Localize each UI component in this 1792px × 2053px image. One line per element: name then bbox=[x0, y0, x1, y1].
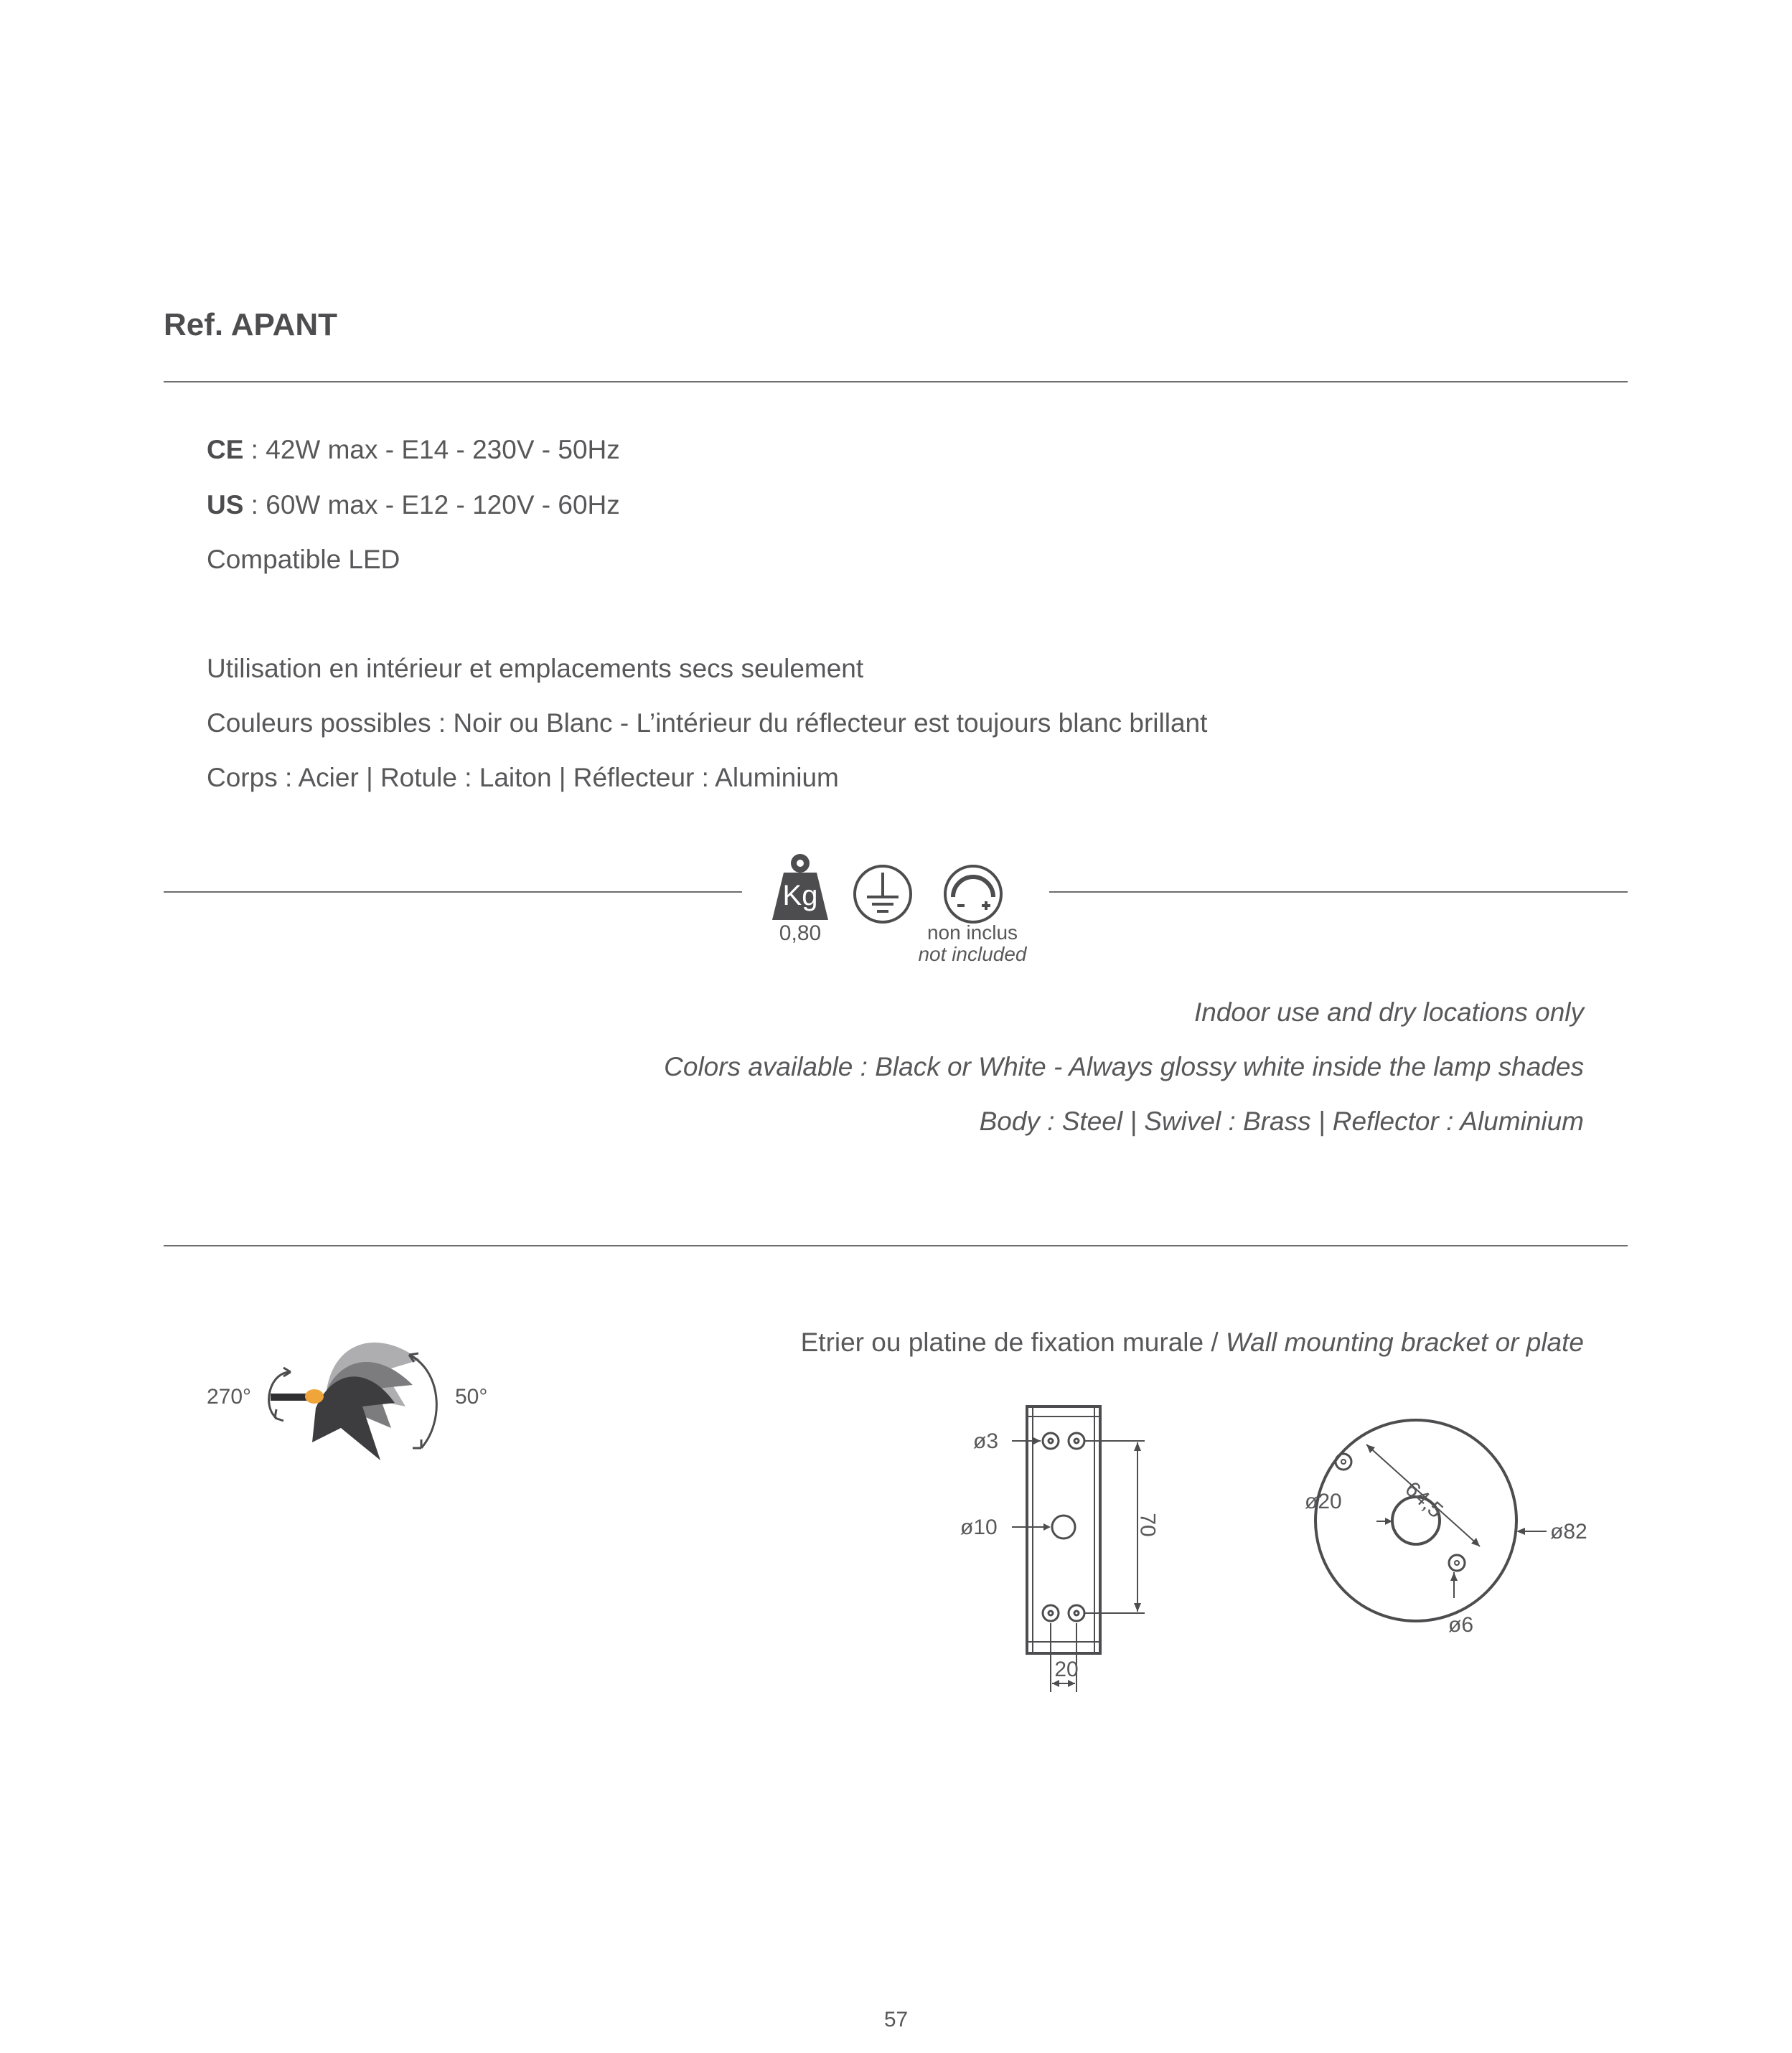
spec-ce-value: : 42W max - E14 - 230V - 50Hz bbox=[243, 435, 620, 464]
divider-top bbox=[164, 381, 1628, 382]
divider-icons-right bbox=[1049, 891, 1628, 893]
ground-icon bbox=[853, 864, 913, 924]
dimmer-note-en: not included bbox=[918, 943, 1027, 965]
rotation-vertical-label: 50° bbox=[455, 1385, 488, 1409]
page-number: 57 bbox=[883, 2008, 909, 2031]
spec-colors-fr-a: Couleurs possibles bbox=[207, 708, 438, 738]
plate-diameter-label: ø82 bbox=[1550, 1520, 1587, 1544]
spec-ce-label: CE bbox=[207, 435, 244, 464]
spec-usage-fr: Utilisation en intérieur et emplacements secs seulement bbox=[207, 654, 864, 683]
divider-icons-left bbox=[164, 891, 742, 893]
mounting-title bbox=[801, 1328, 1584, 1358]
bracket-hole-large-label: ø10 bbox=[960, 1516, 998, 1539]
spec-led: Compatible LED bbox=[207, 545, 400, 574]
plate-center-hole-label: ø20 bbox=[1305, 1490, 1342, 1513]
dimmer-icon bbox=[943, 864, 1003, 924]
spec-us bbox=[207, 490, 620, 520]
plate-spacing-label: 64,5 bbox=[1400, 1477, 1448, 1523]
spec-colors-en: Colors available : Black or White - Always glossy white inside the lamp shades bbox=[664, 1052, 1584, 1081]
plate-drawing bbox=[1306, 1410, 1536, 1640]
rotation-horizontal-label: 270° bbox=[207, 1385, 252, 1409]
mounting-title-en: Wall mounting bracket or plate bbox=[1225, 1328, 1584, 1357]
spec-usage-en: Indoor use and dry locations only bbox=[1193, 997, 1584, 1027]
spec-materials-fr: Corps : Acier | Rotule : Laiton | Réflecteur : Aluminium bbox=[207, 763, 839, 792]
weight-value: 0,80 bbox=[779, 921, 822, 945]
spec-colors-fr bbox=[207, 708, 1207, 738]
lamp-rotation-illustration bbox=[255, 1328, 449, 1464]
divider-bottom bbox=[164, 1245, 1628, 1246]
bracket-hole-small-label: ø3 bbox=[973, 1429, 999, 1453]
spec-us-label: US bbox=[207, 490, 244, 520]
bracket-height-label: 70 bbox=[1135, 1513, 1160, 1537]
product-reference: Ref. APANT bbox=[164, 307, 337, 342]
mounting-title-fr: Etrier ou platine de fixation murale / bbox=[800, 1328, 1226, 1357]
dimmer-note-fr: non inclus bbox=[927, 921, 1018, 944]
spec-colors-fr-b: : Noir ou Blanc - L’intérieur du réflecteur est toujours blanc brillant bbox=[438, 708, 1208, 738]
plate-hole-label: ø6 bbox=[1448, 1613, 1474, 1637]
spec-us-value: : 60W max - E12 - 120V - 60Hz bbox=[243, 490, 620, 520]
weight-unit: Kg bbox=[782, 880, 818, 911]
spec-materials-en: Body : Steel | Swivel : Brass | Reflector : Aluminium bbox=[979, 1107, 1584, 1136]
spec-ce bbox=[207, 435, 620, 465]
bracket-width-label: 20 bbox=[1054, 1658, 1079, 1681]
